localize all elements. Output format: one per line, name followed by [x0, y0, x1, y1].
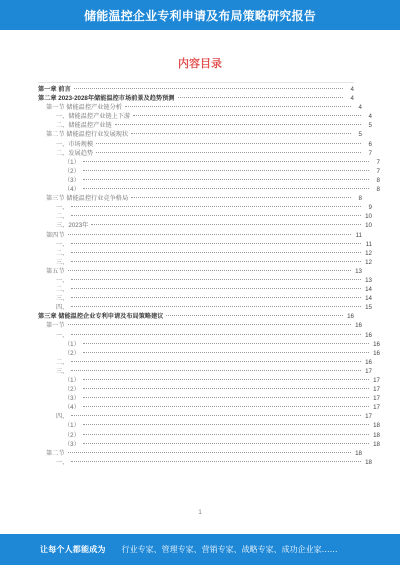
- toc-entry-page: 11: [355, 231, 362, 239]
- toc-divider: [38, 82, 354, 83]
- toc-entry[interactable]: [38, 394, 380, 403]
- toc-entry-label: 第一节 储能温控产业链分析: [46, 104, 122, 112]
- toc-entry-page: 17: [373, 377, 380, 384]
- toc-entry[interactable]: [38, 158, 380, 167]
- toc-entry-label: 一、: [56, 276, 69, 284]
- toc-entry-page: 8: [376, 176, 380, 184]
- toc-entry[interactable]: [38, 276, 372, 285]
- toc-entry-label: 三、: [56, 295, 69, 303]
- toc-entry-label: 一、储能温控产业链上下游: [56, 113, 131, 121]
- toc-entry-label: （2）: [64, 431, 80, 439]
- toc-leader-dots: [71, 415, 361, 416]
- toc-entry-label: 一、市场规模: [56, 140, 94, 148]
- toc-entry-page: 18: [373, 431, 380, 439]
- footer-slogan-left: 让每个人都能成为: [40, 545, 106, 554]
- toc-entry-page: 17: [373, 386, 380, 394]
- toc-entry[interactable]: [38, 303, 372, 312]
- toc-leader-dots: [83, 443, 369, 444]
- toc-leader-dots: [68, 324, 351, 325]
- toc-entry-label: 第二章 2023-2028年储能温控市场前景及趋势预测: [38, 95, 175, 103]
- toc-entry[interactable]: [38, 321, 362, 330]
- toc-entry[interactable]: [38, 176, 380, 185]
- toc-leader-dots: [91, 224, 361, 225]
- toc-entry[interactable]: [38, 185, 380, 194]
- toc-entry-page: 16: [365, 358, 372, 366]
- toc-entry-label: （3）: [64, 176, 80, 184]
- toc-entry[interactable]: [38, 85, 354, 94]
- toc-entry[interactable]: [38, 103, 362, 112]
- toc-entry-page: 9: [368, 204, 372, 212]
- toc-entry-page: 7: [376, 158, 380, 166]
- toc-entry-label: 第一节: [46, 322, 65, 330]
- toc-entry-page: 13: [365, 276, 372, 284]
- toc-entry-label: 二、储能温控产业链: [56, 122, 112, 130]
- toc-entry[interactable]: [38, 149, 372, 158]
- toc-entry-page: 8: [376, 186, 380, 194]
- toc-leader-dots: [71, 370, 361, 371]
- toc-leader-dots: [83, 161, 369, 162]
- toc-entry-label: （1）: [64, 422, 80, 430]
- toc-entry-page: 18: [373, 440, 380, 448]
- toc-entry-label: 三、2023年: [56, 222, 89, 230]
- toc-entry[interactable]: [38, 331, 372, 340]
- toc-leader-dots: [83, 434, 369, 435]
- toc-entry[interactable]: [38, 412, 372, 421]
- toc-leader-dots: [83, 343, 369, 344]
- toc-entry-page: 17: [373, 404, 380, 412]
- toc-entry-page: 17: [373, 395, 380, 403]
- toc-entry[interactable]: [38, 340, 380, 349]
- toc-leader-dots: [83, 388, 369, 389]
- toc-entry-label: 三、: [56, 258, 69, 266]
- toc-leader-dots: [166, 315, 343, 316]
- toc-entry-label: 二、发展趋势: [56, 149, 94, 157]
- toc-entry-label: （4）: [64, 404, 80, 412]
- toc-entry-label: （2）: [64, 167, 80, 175]
- report-header-bar: [0, 0, 400, 30]
- toc-entry-page: 18: [365, 458, 372, 466]
- toc-entry[interactable]: [38, 312, 354, 321]
- toc-leader-dots: [96, 143, 361, 144]
- toc-entry-page: 16: [373, 349, 380, 357]
- toc-entry-page: 10: [365, 222, 372, 230]
- toc-leader-dots: [83, 179, 369, 180]
- toc-entry-label: 第五节: [46, 267, 65, 275]
- toc-entry-label: 一、: [56, 240, 69, 248]
- toc-entry[interactable]: [38, 367, 372, 376]
- toc-entry-page: 12: [365, 258, 372, 266]
- toc-entry-label: （1）: [64, 377, 80, 384]
- toc-leader-dots: [71, 288, 361, 289]
- toc-entry[interactable]: [38, 349, 380, 358]
- toc-entry-label: （3）: [64, 440, 80, 448]
- toc-entry-page: 14: [365, 286, 372, 294]
- toc-leader-dots: [83, 170, 369, 171]
- toc-entry-label: 三、: [56, 367, 69, 375]
- toc-entry-label: 第三章 储能温控企业专利申请及布局策略建议: [38, 313, 164, 321]
- toc-leader-dots: [133, 115, 361, 116]
- toc-entry[interactable]: [38, 440, 380, 449]
- toc-entry[interactable]: [38, 231, 362, 240]
- toc-leader-dots: [83, 406, 369, 407]
- toc-leader-dots: [71, 297, 361, 298]
- toc-entry-page: 4: [350, 86, 354, 93]
- toc-entry-page: 8: [358, 195, 362, 203]
- toc-entry[interactable]: [38, 221, 372, 230]
- toc-entry[interactable]: [38, 267, 362, 276]
- toc-entry-page: 13: [355, 267, 362, 275]
- toc-leader-dots: [71, 461, 361, 462]
- toc-entry[interactable]: [38, 249, 372, 258]
- toc-entry-label: 一、: [56, 331, 69, 339]
- report-title: 储能温控企业专利申请及布局策略研究报告: [84, 8, 316, 23]
- toc-entry[interactable]: [38, 431, 380, 440]
- toc-entry-label: 第四节: [46, 231, 65, 239]
- toc-entry[interactable]: [38, 421, 380, 430]
- toc-leader-dots: [71, 261, 361, 262]
- toc-entry-label: 第三节 储能温控行业竞争格局: [46, 195, 129, 203]
- toc-entry-label: 四、: [56, 413, 69, 421]
- table-of-contents: [38, 85, 380, 515]
- toc-leader-dots: [83, 397, 369, 398]
- toc-leader-dots: [68, 234, 351, 235]
- toc-entry-page: 4: [368, 113, 372, 121]
- toc-entry-label: （1）: [64, 158, 80, 166]
- toc-entry-page: 11: [365, 240, 372, 248]
- toc-leader-dots: [71, 279, 361, 280]
- toc-entry[interactable]: [38, 285, 372, 294]
- toc-leader-dots: [68, 452, 351, 453]
- toc-leader-dots: [96, 152, 361, 153]
- toc-entry-label: 第二节 储能温控行业发展现状: [46, 131, 129, 139]
- toc-entry-page: 5: [358, 131, 362, 139]
- toc-leader-dots: [71, 206, 361, 207]
- toc-leader-dots: [83, 424, 369, 425]
- toc-entry-label: （4）: [64, 186, 80, 194]
- toc-entry[interactable]: [38, 212, 372, 221]
- toc-entry-page: 4: [358, 104, 362, 112]
- toc-entry-page: 6: [368, 140, 372, 148]
- toc-entry[interactable]: [38, 112, 372, 121]
- toc-leader-dots: [178, 97, 344, 98]
- toc-leader-dots: [71, 215, 361, 216]
- toc-entry-label: 二、: [56, 358, 69, 366]
- toc-leader-dots: [74, 88, 343, 89]
- toc-leader-dots: [83, 379, 369, 380]
- toc-entry-page: 16: [365, 331, 372, 339]
- toc-entry-page: 16: [347, 313, 354, 321]
- toc-entry-page: 14: [365, 295, 372, 303]
- toc-entry-page: 16: [373, 340, 380, 348]
- toc-leader-dots: [115, 124, 361, 125]
- toc-entry[interactable]: [38, 294, 372, 303]
- toc-entry-label: （1）: [64, 340, 80, 348]
- toc-entry-label: 第二节: [46, 449, 65, 457]
- toc-entry[interactable]: [38, 167, 380, 176]
- toc-entry-page: 4: [350, 95, 354, 103]
- toc-entry-page: 17: [365, 413, 372, 421]
- toc-entry-page: 16: [355, 322, 362, 330]
- toc-leader-dots: [71, 361, 361, 362]
- toc-entry-page: 5: [368, 122, 372, 130]
- footer-banner: [0, 534, 400, 565]
- toc-entry[interactable]: [38, 358, 372, 367]
- toc-leader-dots: [71, 243, 361, 244]
- toc-entry-label: 一、: [56, 204, 69, 212]
- toc-leader-dots: [71, 252, 361, 253]
- toc-entry[interactable]: [38, 258, 372, 267]
- footer-slogan-right: 行业专家、管理专家、营销专家、战略专家、成功企业家……: [121, 545, 338, 554]
- toc-entry-page: 18: [355, 449, 362, 457]
- toc-entry-page: 12: [365, 249, 372, 257]
- toc-entry[interactable]: [38, 385, 380, 394]
- toc-entry-label: （3）: [64, 395, 80, 403]
- toc-leader-dots: [71, 306, 361, 307]
- toc-entry-page: 7: [368, 149, 372, 157]
- toc-entry[interactable]: [38, 240, 372, 249]
- toc-entry-label: 第一章 前言: [38, 86, 71, 93]
- toc-entry-label: 一、: [56, 458, 69, 466]
- page-number: 1: [198, 510, 202, 516]
- toc-entry[interactable]: [38, 121, 372, 130]
- toc-entry-label: （2）: [64, 349, 80, 357]
- toc-entry[interactable]: [38, 376, 380, 385]
- toc-entry[interactable]: [38, 140, 372, 149]
- toc-entry[interactable]: [38, 203, 372, 212]
- toc-entry[interactable]: [38, 458, 372, 467]
- toc-leader-dots: [125, 106, 351, 107]
- toc-entry-page: 7: [376, 167, 380, 175]
- toc-entry-page: 10: [365, 213, 372, 221]
- toc-entry-page: 17: [365, 367, 372, 375]
- toc-entry-page: 15: [365, 304, 372, 312]
- toc-entry-label: 二、: [56, 286, 69, 294]
- toc-entry[interactable]: [38, 194, 362, 203]
- toc-leader-dots: [131, 197, 351, 198]
- toc-entry[interactable]: [38, 449, 362, 458]
- toc-entry-label: 二、: [56, 213, 69, 221]
- toc-leader-dots: [68, 270, 351, 271]
- toc-entry-label: 二、: [56, 249, 69, 257]
- toc-leader-dots: [71, 334, 361, 335]
- toc-entry[interactable]: [38, 130, 362, 139]
- toc-entry[interactable]: [38, 403, 380, 412]
- toc-entry-label: 四、: [56, 304, 69, 312]
- toc-heading: 内容目录: [178, 57, 222, 70]
- toc-entry[interactable]: [38, 94, 354, 103]
- toc-leader-dots: [131, 133, 351, 134]
- toc-leader-dots: [83, 352, 369, 353]
- toc-leader-dots: [83, 188, 369, 189]
- toc-entry-page: 18: [373, 422, 380, 430]
- toc-entry-label: （2）: [64, 386, 80, 394]
